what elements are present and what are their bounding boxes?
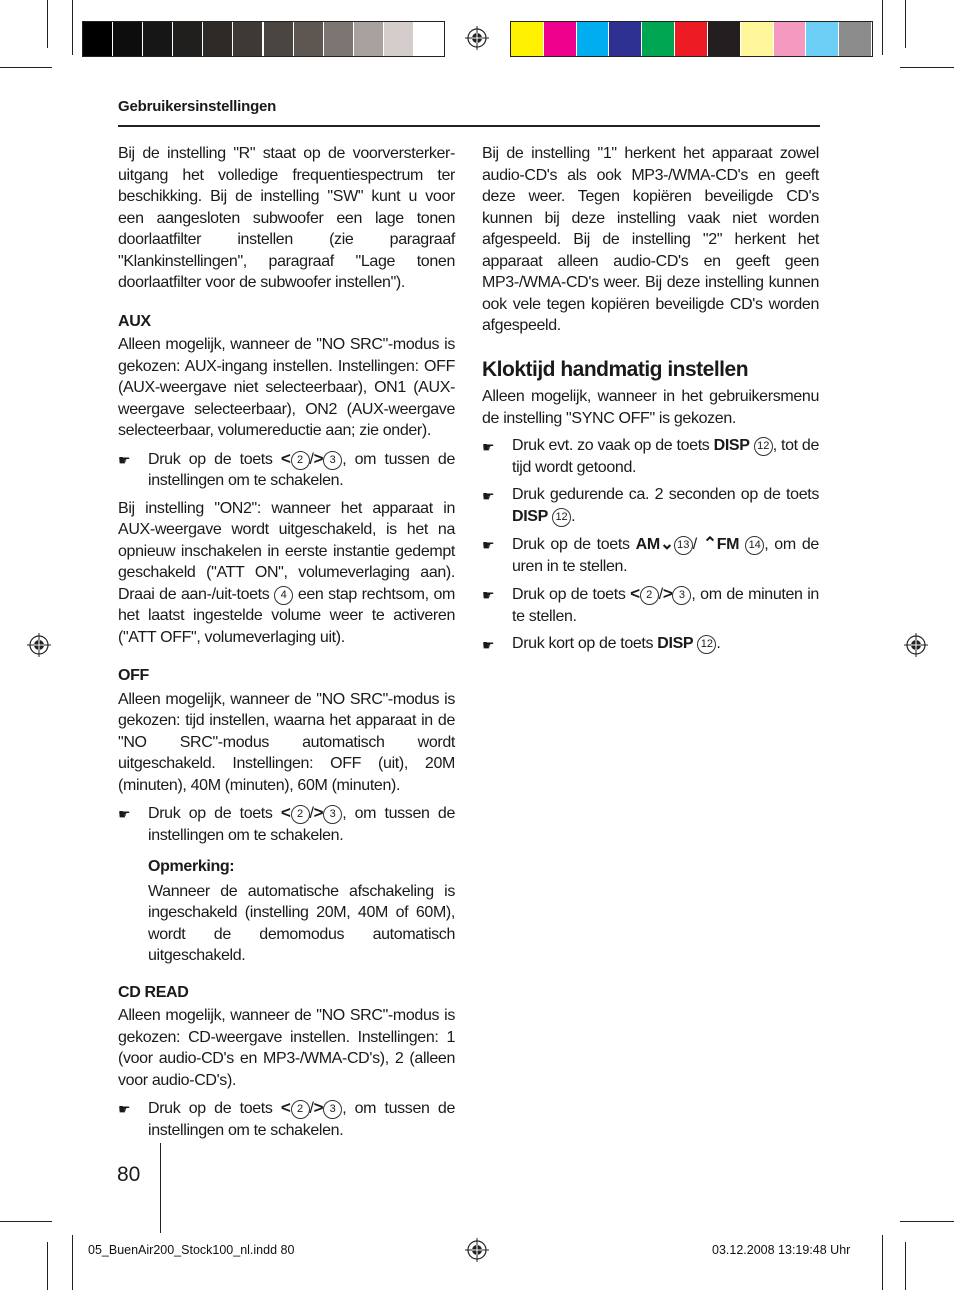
paragraph: Alleen mogelijk, wanneer in het gebruikersmenu de instelling "SYNC OFF" is gekozen. (482, 388, 819, 427)
arrow-left-icon: < (280, 448, 291, 468)
footer-filename: 05_BuenAir200_Stock100_nl.indd 80 (88, 1243, 295, 1257)
header-rule (118, 125, 820, 127)
button-number: 14 (745, 536, 764, 555)
button-number: 2 (291, 805, 310, 824)
color-swatch (113, 22, 142, 56)
color-swatch (806, 22, 838, 56)
registration-mark-icon (465, 26, 489, 50)
button-number: 2 (291, 451, 310, 470)
arrow-left-icon: < (630, 584, 640, 603)
grayscale-calibration-bar (82, 21, 445, 57)
key-label: FM (716, 536, 740, 553)
chevron-up-icon: ⌃ (702, 534, 717, 553)
color-swatch (264, 22, 293, 56)
paragraph: Bij instelling "ON2": wanneer het apparaat in AUX-weergave wordt uitgeschakeld, is het na opnieuw inschakelen in eerste instantie gedempt geschakeld ("ATT ON", volumeverlaging aan). Draai de aan-/uit-toets 4 een stap rechtsom, om het laatst ingestelde volume weer te activeren ("ATT OFF", volumeverlaging uit). (118, 499, 455, 646)
instruction-step: ☛ Druk gedurende ca. 2 seconden op de toets DISP 12 . (482, 486, 819, 525)
color-swatch (233, 22, 262, 56)
registration-mark-icon (904, 633, 928, 657)
crop-mark (47, 1242, 48, 1290)
color-swatch (384, 22, 413, 56)
note-block (118, 856, 455, 967)
color-swatch (774, 22, 806, 56)
page-number: 80 (117, 1163, 141, 1186)
crop-mark (900, 67, 954, 68)
arrow-right-icon: > (313, 448, 324, 468)
button-number: 12 (697, 635, 716, 654)
paragraph: Alleen mogelijk, wanneer de "NO SRC"-modus is gekozen: CD-weergave instellen. Instellingen: 1 (voor audio-CD's en MP3-/WMA-CD's), 2 (alleen voor audio-CD's). (118, 1007, 455, 1089)
pointing-hand-icon: ☛ (118, 1101, 131, 1117)
color-swatch (675, 22, 707, 56)
section-title-cd-read: CD READ (118, 983, 189, 1001)
paragraph: Bij de instelling "1" herkent het apparaat zowel audio-CD's als ook MP3-/WMA-CD's en geeft deze weer. Tegen kopiëren beveiligde CD's kunnen bij deze instelling vaak niet worden afgespeeld. Bij de instelling "2" herkent het apparaat alleen audio-CD's en geeft geen MP3-/WMA-CD's weer. Bij deze instelling kunnen ook vele tegen kopiëren beveiligde CD's worden afgespeeld. (482, 145, 819, 334)
pointing-hand-icon: ☛ (482, 587, 495, 603)
section-title-off: OFF (118, 667, 149, 684)
crop-mark (0, 67, 52, 68)
button-number: 3 (323, 1100, 342, 1119)
pointing-hand-icon: ☛ (118, 451, 131, 468)
pointing-hand-icon: ☛ (482, 439, 495, 455)
arrow-right-icon: > (662, 584, 673, 603)
button-number: 4 (274, 586, 293, 605)
crop-mark (905, 1242, 906, 1290)
button-number: 3 (672, 586, 691, 605)
key-label: DISP (713, 437, 750, 454)
arrow-right-icon: > (313, 1098, 324, 1117)
color-swatch (708, 22, 740, 56)
section-header: Gebruikersinstellingen (118, 98, 277, 115)
page-number-rule (160, 1143, 161, 1233)
instruction-step: ☛ Druk kort op de toets DISP 12 . (482, 633, 819, 655)
arrow-left-icon: < (280, 1098, 291, 1117)
instruction-step: ☛ Druk op de toets < 2 /> 3 , om tussen de instellingen om te schakelen. (118, 803, 455, 844)
color-swatch (324, 22, 353, 56)
color-swatch (511, 22, 543, 56)
pointing-hand-icon: ☛ (482, 637, 495, 653)
section-title-aux: AUX (118, 312, 151, 330)
crop-mark (882, 1235, 883, 1290)
instruction-step: ☛ Druk op de toets < 2 /> 3 , om tussen de instellingen om te schakelen. (118, 1098, 455, 1139)
instruction-step: ☛ Druk op de toets < 2 /> 3 , om de minuten in te stellen. (482, 584, 819, 625)
crop-mark (900, 1221, 954, 1222)
color-swatch (143, 22, 172, 56)
arrow-right-icon: > (313, 803, 324, 822)
instruction-step: ☛ Druk op de toets < 2 /> 3 , om tussen de instellingen om te schakelen. (118, 448, 455, 489)
color-swatch (354, 22, 383, 56)
pointing-hand-icon: ☛ (118, 806, 131, 822)
pointing-hand-icon: ☛ (482, 488, 495, 504)
color-swatch (609, 22, 641, 56)
instruction-step: ☛ Druk op de toets AM⌄ 13 / ⌃FM 14 , om de uren in te stellen. (482, 534, 819, 575)
button-number: 2 (640, 586, 659, 605)
crop-mark (72, 0, 73, 55)
color-calibration-bar (510, 21, 873, 57)
button-number: 12 (754, 437, 773, 456)
crop-mark (0, 1221, 52, 1222)
crop-mark (882, 0, 883, 55)
registration-mark-icon (27, 633, 51, 657)
crop-mark (47, 0, 48, 48)
key-label: DISP (512, 507, 548, 525)
section-heading: Kloktijd handmatig instellen (482, 357, 749, 381)
color-swatch (642, 22, 674, 56)
instruction-step: ☛ Druk evt. zo vaak op de toets DISP 12 , tot de tijd wordt getoond. (482, 437, 819, 476)
button-number: 3 (323, 451, 342, 470)
color-swatch (294, 22, 323, 56)
registration-mark-icon (465, 1238, 489, 1262)
crop-mark (905, 0, 906, 48)
note-text: Wanneer de automatische afschakeling is ingeschakeld (instelling 20M, 40M of 60M), wordt de demomodus automatisch uitgeschakeld. (148, 882, 455, 964)
color-swatch (414, 22, 443, 56)
arrow-left-icon: < (280, 803, 291, 822)
crop-mark (72, 1235, 73, 1290)
button-number: 2 (291, 1100, 310, 1119)
color-swatch (741, 22, 773, 56)
color-swatch (203, 22, 232, 56)
color-swatch (839, 22, 871, 56)
note-title: Opmerking: (148, 858, 235, 875)
chevron-down-icon: ⌄ (659, 534, 674, 553)
paragraph: Bij de instelling "R" staat op de voorversterker-uitgang het volledige frequentiespectrum ter beschikking. Bij de instelling "SW" kunt u voor een aangesloten subwoofer een lage tonen doorlaatfilter instellen (zie paragraaf "Klankinstellingen", paragraaf "Lage tonen doorlaatfilter voor de subwoofer instellen"). (118, 145, 455, 291)
color-swatch (544, 22, 576, 56)
key-label: DISP (657, 635, 694, 652)
color-swatch (83, 22, 112, 56)
paragraph: Alleen mogelijk, wanneer de "NO SRC"-modus is gekozen: AUX-ingang instellen. Instellingen: OFF (AUX-weergave niet selecteerbaar), ON1 (AUX-weergave selecteerbaar), ON2 (AUX-weergave selecteerbaar, volumereductie aan; zie onder). (118, 336, 455, 439)
color-swatch (577, 22, 609, 56)
right-column (482, 143, 819, 655)
button-number: 3 (323, 805, 342, 824)
paragraph: Alleen mogelijk, wanneer de "NO SRC"-modus is gekozen: tijd instellen, waarna het apparaat in de "NO SRC"-modus automatisch wordt uitgeschakeld. Instellingen: OFF (uit), 20M (minuten), 40M (minuten), 60M (minuten). (118, 690, 455, 794)
pointing-hand-icon: ☛ (482, 537, 495, 553)
button-number: 13 (674, 536, 693, 555)
left-column (118, 143, 455, 1141)
button-number: 12 (552, 508, 571, 527)
footer-timestamp: 03.12.2008 13:19:48 Uhr (712, 1243, 851, 1257)
key-label: AM (635, 536, 660, 553)
color-swatch (173, 22, 202, 56)
